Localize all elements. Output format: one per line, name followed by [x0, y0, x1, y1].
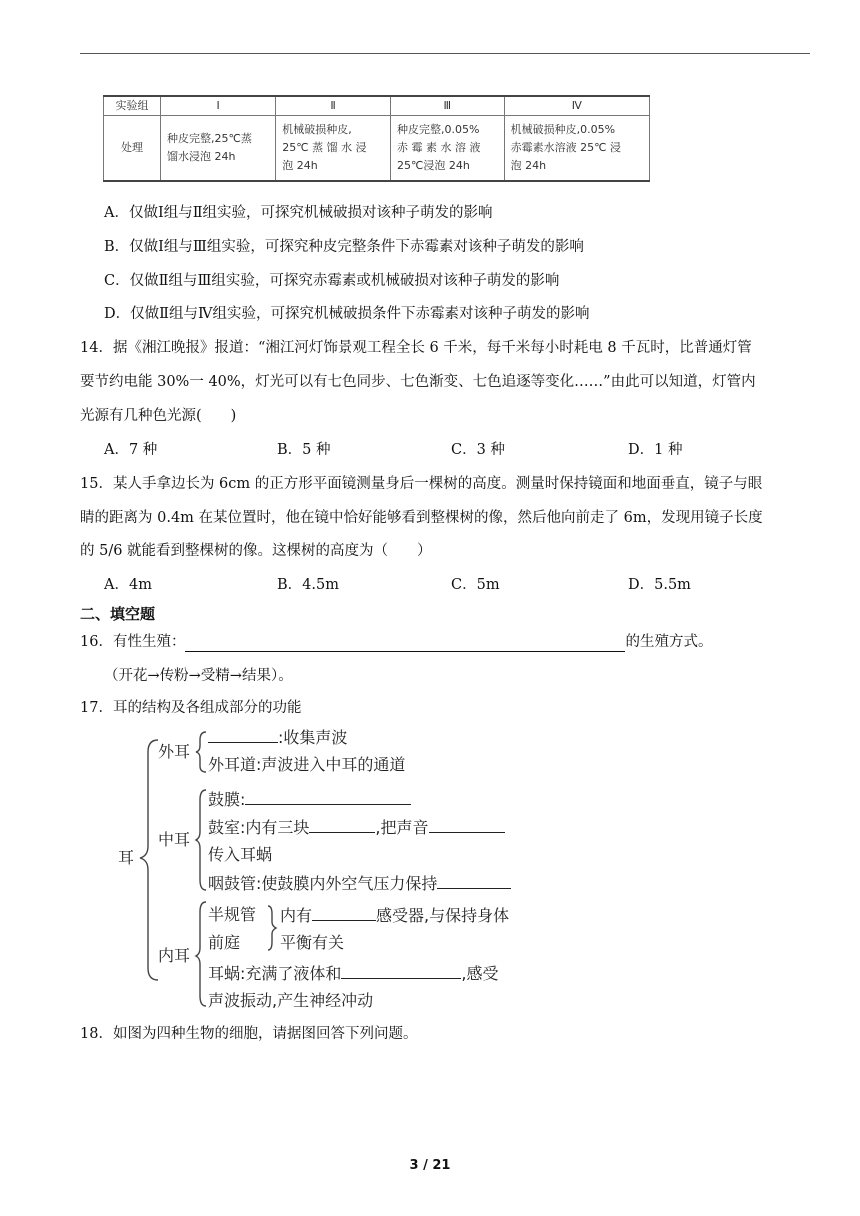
cell-line: 25℃ 蒸 馏 水 浸	[282, 141, 367, 154]
middle-ear-label: 中耳	[158, 830, 191, 849]
blank-receptor[interactable]	[312, 904, 376, 921]
q15-option-d: D．5.5m	[628, 577, 691, 593]
inner-ear-canal-label: 半规管	[208, 905, 257, 924]
inner-ear-text-3b: 感受器,与保持身体	[376, 906, 510, 925]
cell-line: 泡 24h	[282, 159, 318, 172]
q13-option-a: A．仅做Ⅰ组与Ⅱ组实验，可探究机械破损对该种子萌发的影响	[104, 205, 493, 221]
q14-line-1: 14．据《湘江晚报》报道：“湘江河灯饰景观工程全长 6 千米，每千米每小时耗电 8 千瓦时，比普通灯管	[80, 340, 752, 356]
inner-ear-label: 内耳	[158, 946, 191, 965]
q15-line-2: 睛的距离为 0.4m 在某位置时，他在镜中恰好能够看到整棵树的像，然后他向前走了 6m，发现用镜子长度	[80, 510, 763, 526]
table-header-cell: Ⅲ	[390, 96, 504, 116]
q14-option-d: D．1 种	[628, 442, 683, 458]
q17-title: 17．耳的结构及各组成部分的功能	[80, 700, 302, 716]
cell-line: 机械破损种皮,0.05%	[510, 123, 616, 136]
cell-line: 25℃浸泡 24h	[396, 159, 470, 172]
q13-option-d: D．仅做Ⅱ组与Ⅳ组实验，可探究机械破损条件下赤霉素对该种子萌发的影响	[104, 306, 590, 322]
q14-line-2: 要节约电能 30%一 40%，灯光可以有七色同步、七色渐变、七色追逐等变化……”由此可以知道，灯管内	[80, 374, 756, 390]
inner-ear-row-4: 平衡有关	[280, 933, 345, 952]
inner-ear-brace	[196, 902, 206, 1006]
q13-option-b: B．仅做Ⅰ组与Ⅲ组实验，可探究种皮完整条件下赤霉素对该种子萌发的影响	[104, 239, 584, 255]
blank-ossicles[interactable]	[309, 816, 375, 833]
page-number: 3 / 21	[409, 1158, 451, 1173]
middle-ear-row-1	[208, 788, 411, 811]
middle-ear-text-2b: ,把声音	[375, 818, 429, 837]
outer-ear-label: 外耳	[158, 742, 191, 761]
header-rule	[80, 53, 810, 54]
inner-ear-row-5	[208, 962, 499, 985]
cell-line: 赤霉素水溶液 25℃ 浸	[510, 141, 621, 154]
middle-ear-brace	[196, 790, 206, 890]
q16-suffix: 的生殖方式。	[625, 634, 713, 650]
ear-structure-diagram	[118, 720, 578, 1020]
ear-brace	[140, 740, 158, 980]
inner-ear-text-5b: ,感受	[461, 964, 499, 983]
canal-brace	[268, 906, 276, 950]
cell-line: 种皮完整,0.05%	[396, 123, 480, 136]
q15-line-3: 的 5/6 就能看到整棵树的像。这棵树的高度为（ ）	[80, 543, 432, 559]
q16-prefix: 16．有性生殖：	[80, 634, 186, 650]
q15-option-a: A．4m	[104, 577, 152, 593]
inner-ear-row-6: 声波振动,产生神经冲动	[208, 991, 374, 1010]
cell-line: 馏水浸泡 24h	[167, 150, 236, 163]
q15-option-c: C．5m	[451, 577, 500, 593]
blank-sound-transmit[interactable]	[429, 816, 505, 833]
q16-answer-blank[interactable]	[185, 635, 625, 652]
table-header-cell: 实验组	[104, 96, 161, 116]
blank-auricle[interactable]	[208, 726, 278, 743]
inner-ear-text-3a: 内有	[280, 906, 313, 925]
table-cell	[504, 116, 649, 182]
q16-note: （开花→传粉→受精→结果）。	[104, 668, 293, 684]
section-heading: 二、填空题	[80, 605, 156, 623]
inner-ear-vestibule-label: 前庭	[208, 933, 241, 952]
table-header-cell: Ⅳ	[504, 96, 649, 116]
table-cell	[276, 116, 391, 182]
middle-ear-row-3: 传入耳蜗	[208, 845, 273, 864]
q14-option-c: C．3 种	[451, 442, 505, 458]
inner-ear-row-3	[280, 904, 509, 927]
blank-eardrum[interactable]	[245, 788, 411, 805]
middle-ear-text-2a: 鼓室:内有三块	[208, 818, 310, 837]
table-header-cell: Ⅰ	[161, 96, 276, 116]
outer-ear-text-1: :收集声波	[278, 728, 348, 747]
q15-line-1: 15．某人手拿边长为 6cm 的正方形平面镜测量身后一棵树的高度。测量时保持镜面和地面垂直，镜子与眼	[80, 476, 763, 492]
table-cell	[390, 116, 504, 182]
experiment-table	[103, 95, 650, 182]
inner-ear-text-5a: 耳蜗:充满了液体和	[208, 964, 342, 983]
middle-ear-text-4: 咽鼓管:使鼓膜内外空气压力保持	[208, 874, 438, 893]
middle-ear-row-4	[208, 872, 511, 895]
middle-ear-text-1: 鼓膜:	[208, 790, 246, 809]
blank-pressure[interactable]	[437, 872, 511, 889]
table-row-label: 处理	[104, 116, 161, 182]
table-header-row	[104, 96, 650, 116]
outer-ear-row-2: 外耳道:声波进入中耳的通道	[208, 755, 406, 774]
blank-cochlea[interactable]	[341, 962, 461, 979]
q14-option-a: A．7 种	[104, 442, 158, 458]
cell-line: 机械破损种皮,	[282, 123, 352, 136]
table-row	[104, 116, 650, 182]
q13-option-c: C．仅做Ⅱ组与Ⅲ组实验，可探究赤霉素或机械破损对该种子萌发的影响	[104, 273, 560, 289]
q14-option-b: B．5 种	[277, 442, 331, 458]
cell-line: 泡 24h	[510, 159, 547, 172]
table-cell	[161, 116, 276, 182]
q14-line-3: 光源有几种色光源( )	[80, 408, 237, 424]
cell-line: 种皮完整,25℃蒸	[167, 132, 252, 145]
q18-line: 18．如图为四种生物的细胞，请据图回答下列问题。	[80, 1026, 418, 1042]
outer-ear-brace	[196, 732, 206, 772]
table-header-cell: Ⅱ	[276, 96, 391, 116]
ear-label: 耳	[118, 848, 135, 867]
cell-line: 赤 霉 素 水 溶 液	[396, 141, 481, 154]
q16-line	[80, 632, 712, 652]
middle-ear-row-2	[208, 816, 505, 839]
outer-ear-row-1	[208, 726, 347, 749]
q15-option-b: B．4.5m	[277, 577, 339, 593]
